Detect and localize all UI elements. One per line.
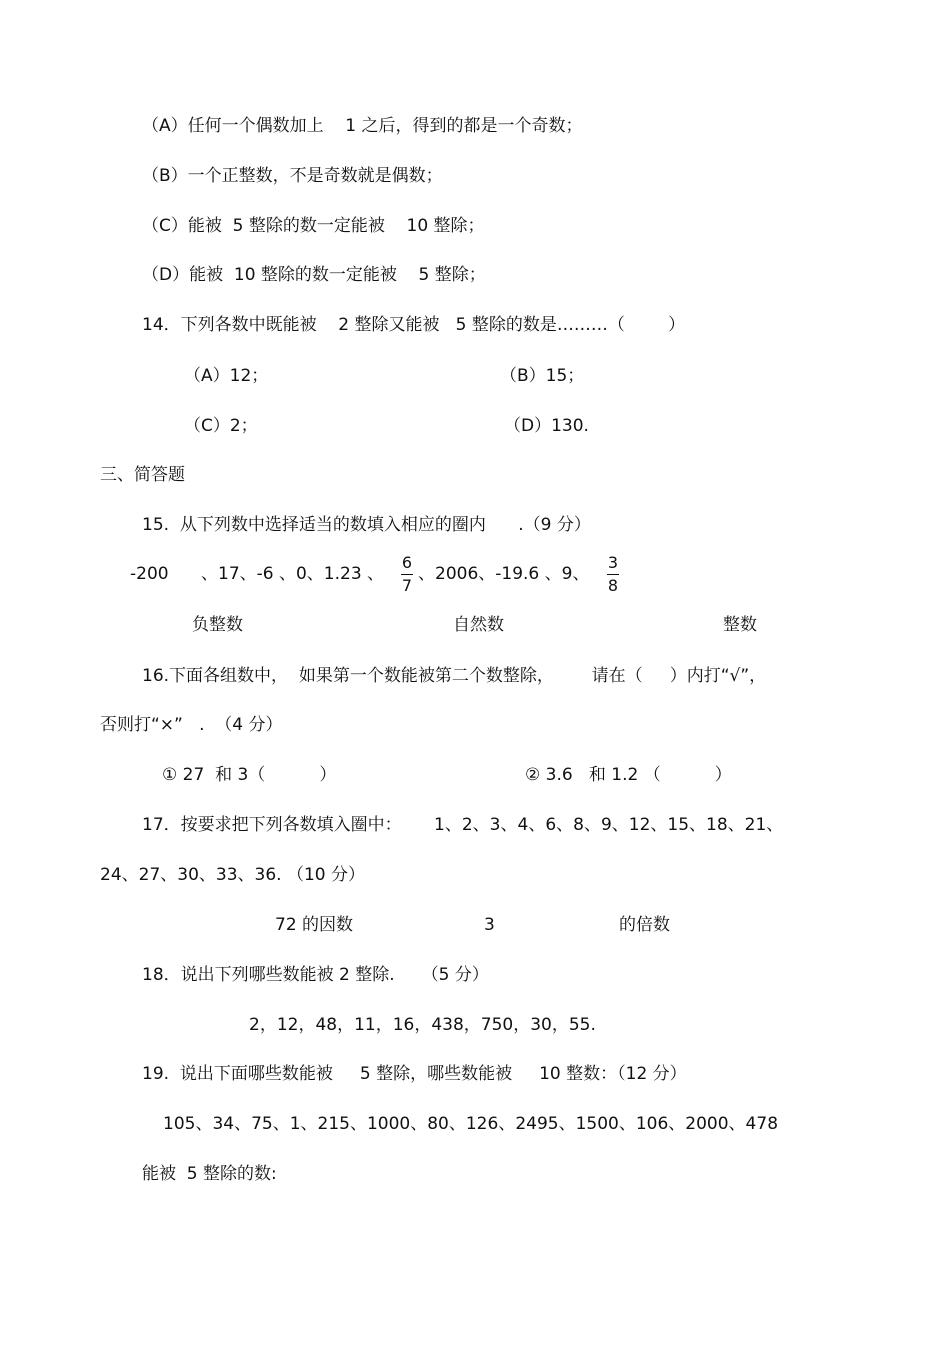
option-a: （A）任何一个偶数加上 1 之后，得到的都是一个奇数；	[142, 116, 583, 136]
question-16-stem-line2: 否则打“×” . （4 分）	[100, 715, 283, 735]
question-17-stem-line1: 17．按要求把下列各数填入圈中： 1、2、3、4、6、8、9、12、15、18、21、	[142, 815, 784, 835]
fraction-numerator: 3	[607, 553, 619, 572]
number-list-part1: -200 、17、-6 、0、1.23 、	[130, 564, 385, 584]
question-14-option-c: （C）2；	[184, 416, 258, 436]
question-18-stem: 18．说出下列哪些数能被 2 整除. （5 分）	[142, 965, 489, 985]
fraction-bar	[401, 574, 413, 575]
fraction-denominator: 8	[607, 576, 619, 595]
question-15-stem: 15. 从下列数中选择适当的数填入相应的圈内 .（9 分）	[142, 515, 591, 535]
question-18-numbers: 2，12，48，11，16，438，750，30，55.	[249, 1015, 596, 1035]
circle-label-natural-numbers: 自然数	[453, 615, 504, 635]
question-19-numbers: 105、34、75、1、215、1000、80、126、2495、1500、106、2000、478	[163, 1114, 779, 1134]
question-14-stem: 14．下列各数中既能被 2 整除又能被 5 整除的数是………（ ）	[142, 315, 686, 335]
question-14-option-a: （A）12；	[184, 366, 269, 386]
question-16-item-2: ② 3.6 和 1.2 （ ）	[525, 765, 732, 785]
circle-label-factors-of-72: 72 的因数	[275, 915, 354, 935]
question-19-stem: 19. 说出下面哪些数能被 5 整除，哪些数能被 10 整数：（12 分）	[142, 1064, 687, 1084]
fraction-numerator: 6	[401, 553, 413, 572]
question-17-stem-line2: 24、27、30、33、36. （10 分）	[100, 865, 366, 885]
section-title: 三、简答题	[100, 465, 185, 485]
circle-label-integers: 整数	[723, 615, 757, 635]
option-c: （C）能被 5 整除的数一定能被 10 整除；	[142, 216, 485, 236]
circle-label-multiples: 的倍数	[619, 915, 670, 935]
question-19-answer-label: 能被 5 整除的数:	[142, 1164, 277, 1184]
question-16-stem-line1: 16.下面各组数中， 如果第一个数能被第二个数整除， 请在（ ）内打“√”，	[142, 666, 767, 686]
option-b: （B）一个正整数，不是奇数就是偶数；	[142, 166, 443, 186]
question-16-item-1: ① 27 和 3（ ）	[162, 765, 337, 785]
circle-label-negative-integers: 负整数	[192, 615, 243, 635]
question-14-option-b: （B）15；	[500, 366, 585, 386]
fraction-bar	[607, 574, 619, 575]
option-d: （D）能被 10 整除的数一定能被 5 整除；	[142, 265, 486, 285]
fraction-denominator: 7	[401, 576, 413, 595]
fraction-3-8	[607, 554, 619, 595]
number-list-part2: 、2006、-19.6 、9、	[418, 564, 590, 584]
question-14-option-d: （D）130.	[504, 416, 589, 436]
fraction-6-7	[401, 554, 413, 595]
circle-label-3: 3	[484, 915, 495, 935]
